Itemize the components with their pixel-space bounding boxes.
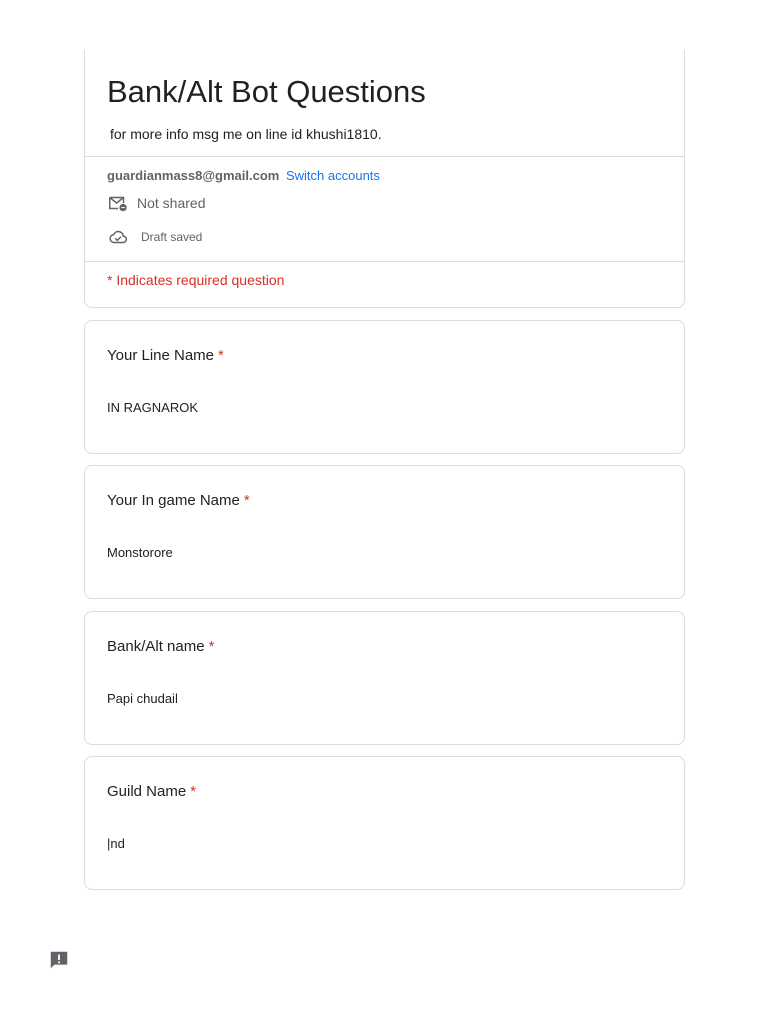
account-info <box>107 167 380 185</box>
draft-saved-label: Draft saved <box>141 230 203 244</box>
question-text: Your In game Name <box>107 492 240 509</box>
question-text: Guild Name <box>107 783 187 800</box>
question-label <box>107 637 214 657</box>
not-shared-status <box>107 192 205 214</box>
required-asterisk: * <box>243 492 250 509</box>
required-asterisk: * <box>208 638 215 655</box>
required-asterisk: * <box>218 347 224 364</box>
question-card-line-name <box>84 320 685 454</box>
switch-accounts-link[interactable]: Switch accounts <box>285 168 380 183</box>
question-label <box>107 782 196 802</box>
answer-text-guild-name[interactable]: |nd <box>107 836 125 851</box>
question-text: Your Line Name <box>107 347 215 364</box>
form-header-card <box>84 50 685 308</box>
cloud-check-icon <box>107 226 129 248</box>
required-question-note: * Indicates required question <box>107 272 285 288</box>
question-card-ingame-name <box>84 465 685 599</box>
answer-text-ingame-name[interactable]: Monstorore <box>107 545 173 560</box>
required-divider <box>85 261 684 262</box>
header-divider <box>85 156 684 157</box>
question-card-guild-name <box>84 756 685 890</box>
draft-status <box>107 226 202 248</box>
form-description: for more info msg me on line id khushi1810. <box>110 126 382 142</box>
question-label <box>107 491 250 511</box>
question-text: Bank/Alt name <box>107 638 205 655</box>
report-feedback-icon[interactable] <box>48 949 70 971</box>
question-card-bank-alt-name <box>84 611 685 745</box>
answer-text-bank-alt-name[interactable]: Papi chudail <box>107 691 178 706</box>
not-shared-label: Not shared <box>137 195 206 211</box>
answer-text-line-name[interactable]: IN RAGNAROK <box>107 400 199 415</box>
form-title: Bank/Alt Bot Questions <box>107 74 426 109</box>
question-label <box>107 346 224 366</box>
account-email: guardianmass8@gmail.com <box>107 168 280 183</box>
mail-shield-icon <box>107 192 129 214</box>
required-asterisk: * <box>190 783 197 800</box>
